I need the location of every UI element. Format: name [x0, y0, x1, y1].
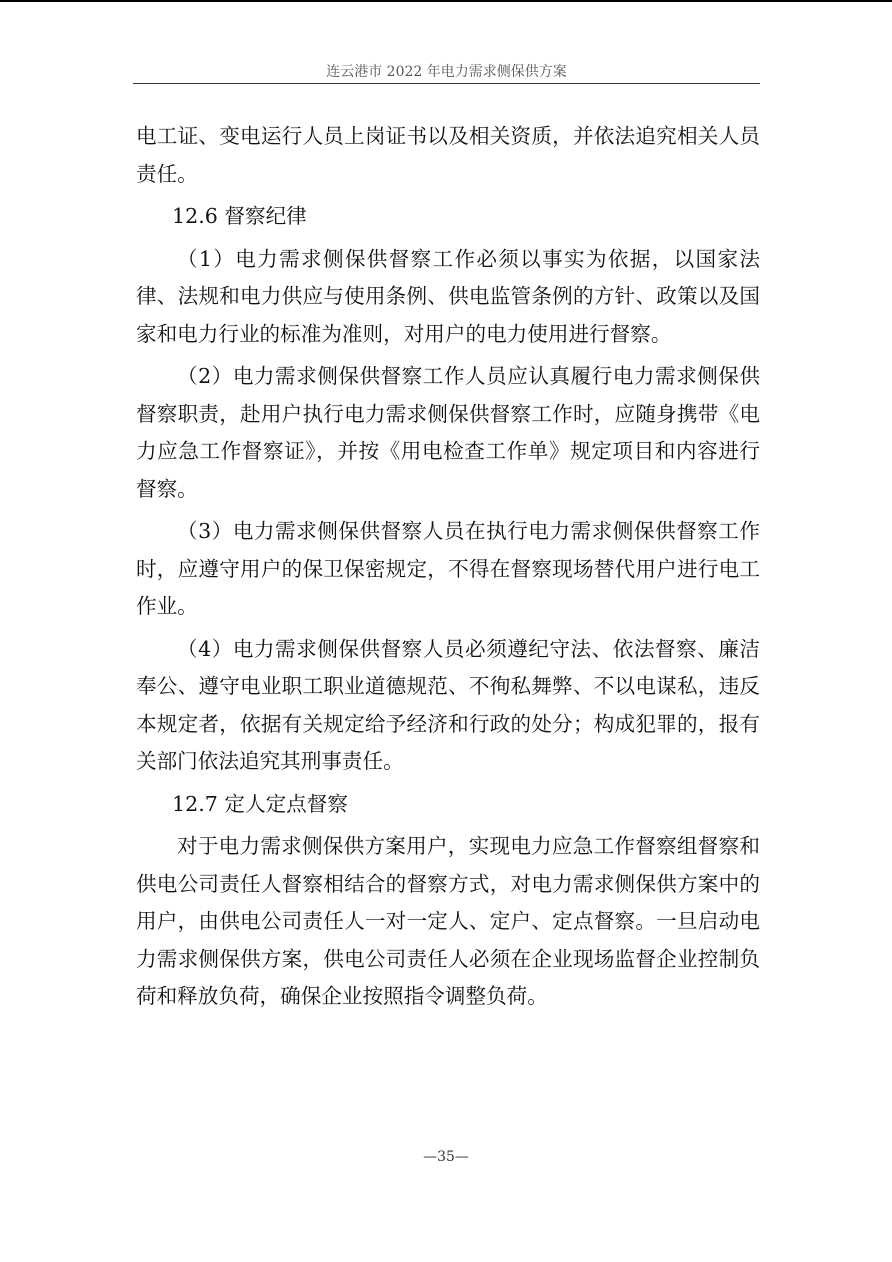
paragraph-item-3: （3）电力需求侧保供督察人员在执行电力需求侧保供督察工作时，应遵守用户的保卫保密规定，不得在督察现场替代用户进行电工作业。: [136, 519, 760, 618]
paragraph-continuation: 电工证、变电运行人员上岗证书以及相关资质，并依法追究相关人员责任。: [136, 124, 760, 186]
section-heading-12-7: 12.7 定人定点督察: [172, 791, 348, 816]
paragraph-item-1: （1）电力需求侧保供督察工作必须以事实为依据，以国家法律、法规和电力供应与使用条例、供电监管条例的方针、政策以及国家和电力行业的标准为准则，对用户的电力使用进行督察。: [136, 246, 760, 346]
page-number: —35—: [423, 1149, 469, 1165]
section-heading-12-6: 12.6 督察纪律: [172, 204, 307, 228]
paragraph-item-2: （2）电力需求侧保供督察工作人员应认真履行电力需求侧保供督察职责，赴用户执行电力需求侧保供督察工作时，应随身携带《电力应急工作督察证》，并按《用电检查工作单》规定项目和内容进行督察。: [136, 364, 760, 501]
running-header: 连云港市 2022 年电力需求侧保供方案: [326, 64, 567, 80]
paragraph-12-7-body: 对于电力需求侧保供方案用户，实现电力应急工作督察组督察和供电公司责任人督察相结合的督察方式，对电力需求侧保供方案中的用户，由供电公司责任人一对一定人、定户、定点督察。一旦启动电力需求侧保供方案，供电公司责任人必须在企业现场监督企业控制负荷和释放负荷，确保企业按照指令调整负荷。: [136, 834, 760, 1008]
paragraph-item-4: （4）电力需求侧保供督察人员必须遵纪守法、依法督察、廉洁奉公、遵守电业职工职业道德规范、不徇私舞弊、不以电谋私，违反本规定者，依据有关规定给予经济和行政的处分；构成犯罪的，报有关部门依法追究其刑事责任。: [136, 636, 760, 773]
document-body: [136, 118, 760, 1016]
header-rule: [133, 83, 760, 84]
page-top-border: [0, 0, 892, 2]
